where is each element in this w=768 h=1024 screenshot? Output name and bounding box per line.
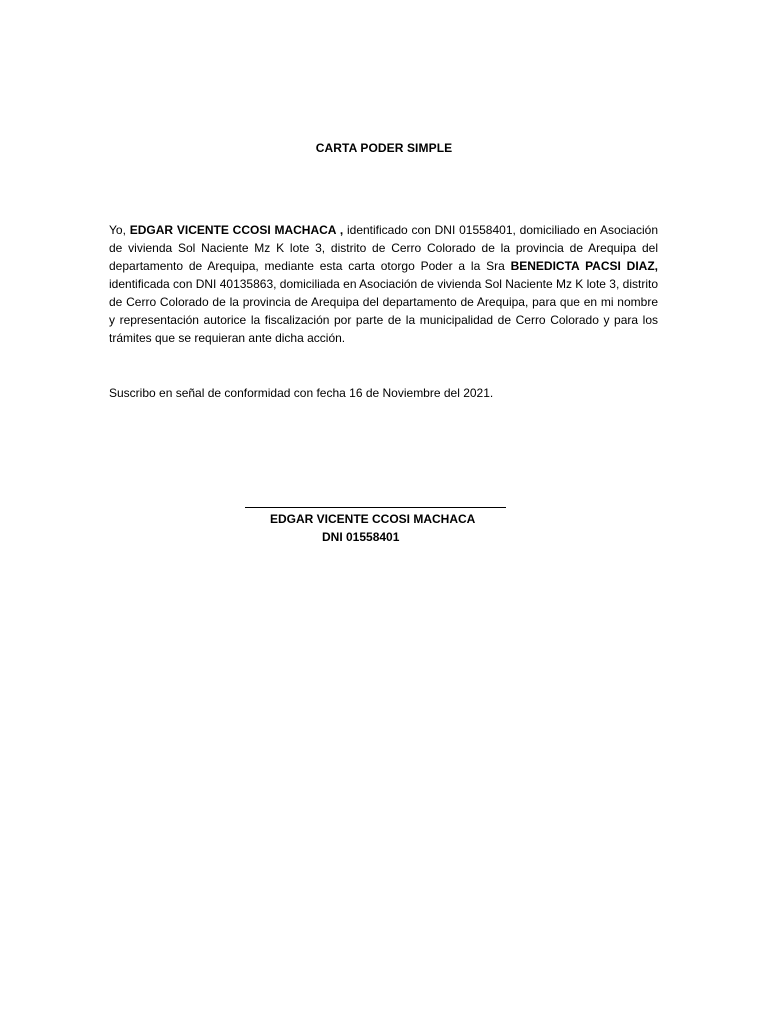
signatory-name: EDGAR VICENTE CCOSI MACHACA — [270, 512, 476, 526]
body-text-part1: Yo, — [109, 223, 130, 237]
body-paragraph — [109, 221, 658, 347]
document-title: CARTA PODER SIMPLE — [315, 141, 453, 155]
signature-line — [245, 507, 506, 508]
signatory-dni: DNI 01558401 — [322, 530, 400, 544]
grantee-name: BENEDICTA PACSI DIAZ, — [510, 259, 658, 273]
body-text-part3: identificada con DNI 40135863, domiciliada en Asociación de vivienda Sol Naciente Mz K lote 3, distrito de Cerro Colorado de la provincia de Arequipa del departamento de Arequipa, para que en mi nombre y representación autorice la fiscalización por parte de la municipalidad de Cerro Colorado y para los trámites que se requieran ante dicha acción. — [109, 277, 658, 345]
body-text-part2: identificado con DNI 01558401, domiciliado en Asociación de vivienda Sol Naciente Mz K lote 3, distrito de Cerro Colorado de la provincia de Arequipa del departamento de Arequipa, mediante esta carta otorgo Poder a la Sra — [109, 223, 658, 273]
closing-statement: Suscribo en señal de conformidad con fecha 16 de Noviembre del 2021. — [109, 386, 494, 400]
grantor-name: EDGAR VICENTE CCOSI MACHACA , — [129, 223, 344, 237]
